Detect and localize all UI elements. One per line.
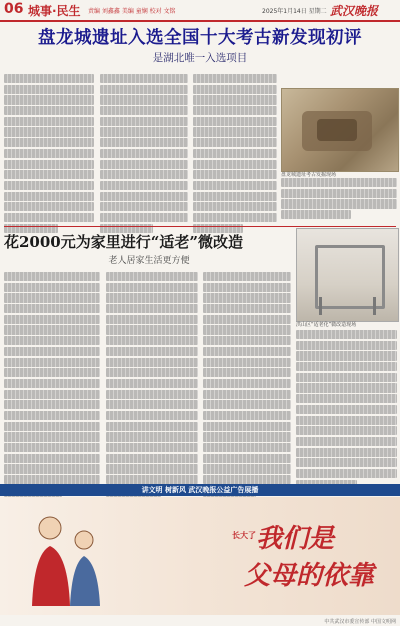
- section-divider: [4, 226, 396, 227]
- article1-photo-caption: 盘龙城遗址考古发掘现场: [281, 172, 337, 178]
- text-line: [296, 416, 397, 425]
- text-line: [100, 85, 188, 94]
- article2-column-1: [4, 272, 100, 507]
- text-line: [4, 315, 100, 324]
- article2-column-3: [203, 272, 291, 507]
- text-line: [4, 411, 100, 420]
- text-line: [4, 358, 100, 367]
- text-line: [193, 192, 277, 201]
- text-line: [296, 448, 397, 457]
- text-line: [296, 330, 397, 339]
- article2-subheadline: 老人居家生活更方便: [108, 256, 190, 266]
- text-line: [4, 181, 94, 190]
- text-line: [203, 379, 291, 388]
- text-line: [4, 272, 100, 281]
- text-line: [193, 117, 277, 126]
- text-line: [296, 437, 397, 446]
- text-line: [203, 358, 291, 367]
- text-line: [4, 464, 100, 473]
- text-line: [4, 74, 94, 83]
- article2-column-2: [106, 272, 198, 507]
- text-line: [106, 400, 198, 409]
- text-line: [296, 426, 397, 435]
- text-line: [4, 202, 94, 211]
- text-line: [4, 454, 100, 463]
- text-line: [4, 117, 94, 126]
- article1-subheadline: 是湖北唯一入选项目: [152, 52, 248, 64]
- ad-big-text-1: 我们是: [256, 524, 335, 554]
- text-line: [100, 160, 188, 169]
- text-line: [106, 422, 198, 431]
- text-line: [203, 390, 291, 399]
- text-line: [203, 347, 291, 356]
- text-line: [100, 95, 188, 104]
- text-line: [106, 347, 198, 356]
- text-line: [296, 458, 397, 467]
- text-line: [4, 95, 94, 104]
- text-line: [4, 379, 100, 388]
- text-line: [4, 304, 100, 313]
- article1-photo: [281, 88, 399, 172]
- text-line: [100, 138, 188, 147]
- text-line: [203, 368, 291, 377]
- text-line: [203, 336, 291, 345]
- text-line: [281, 189, 397, 198]
- article1-headline: 盘龙城遗址入选全国十大考古新发现初评: [38, 28, 362, 48]
- text-line: [106, 464, 198, 473]
- text-line: [4, 283, 100, 292]
- text-line: [106, 336, 198, 345]
- text-line: [4, 127, 94, 136]
- text-line: [106, 283, 198, 292]
- newspaper-logo: 武汉晚报: [330, 4, 379, 18]
- text-line: [203, 400, 291, 409]
- text-line: [4, 443, 100, 452]
- text-line: [4, 422, 100, 431]
- text-line: [100, 106, 188, 115]
- article2-photo: [296, 228, 399, 322]
- text-line: [296, 341, 397, 350]
- article1-column-3: [193, 74, 277, 234]
- text-line: [106, 443, 198, 452]
- text-line: [193, 127, 277, 136]
- text-line: [193, 181, 277, 190]
- text-line: [203, 475, 291, 484]
- ad-illustration: [10, 506, 120, 606]
- text-line: [203, 443, 291, 452]
- text-line: [296, 351, 397, 360]
- text-line: [4, 475, 100, 484]
- text-line: [296, 394, 397, 403]
- text-line: [296, 405, 397, 414]
- text-line: [106, 454, 198, 463]
- text-line: [203, 432, 291, 441]
- text-line: [4, 293, 100, 302]
- text-line: [106, 390, 198, 399]
- text-line: [193, 160, 277, 169]
- text-line: [4, 390, 100, 399]
- text-line: [203, 272, 291, 281]
- ad-big-text-2: 父母的依靠: [244, 561, 375, 591]
- text-line: [4, 336, 100, 345]
- text-line: [4, 400, 100, 409]
- article2-photo-caption: 洪山区“适老化”微改造现场: [296, 322, 357, 328]
- text-line: [203, 464, 291, 473]
- text-line: [296, 362, 397, 371]
- text-line: [100, 127, 188, 136]
- issue-date: 2025年1月14日 星期二: [262, 8, 327, 15]
- text-line: [106, 358, 198, 367]
- text-line: [4, 213, 94, 222]
- text-line: [281, 210, 351, 219]
- article1-column-4: [281, 178, 397, 221]
- text-line: [106, 325, 198, 334]
- text-line: [193, 170, 277, 179]
- section-title: 城事·民生: [28, 4, 81, 18]
- text-line: [106, 411, 198, 420]
- text-line: [203, 411, 291, 420]
- text-line: [203, 454, 291, 463]
- article2-column-4: [296, 330, 397, 490]
- text-line: [106, 379, 198, 388]
- text-line: [4, 192, 94, 201]
- text-line: [203, 315, 291, 324]
- text-line: [106, 272, 198, 281]
- text-line: [100, 74, 188, 83]
- text-line: [106, 304, 198, 313]
- text-line: [193, 213, 277, 222]
- text-line: [296, 383, 397, 392]
- text-line: [100, 213, 188, 222]
- text-line: [203, 304, 291, 313]
- ad-small-text: 长大了: [232, 531, 256, 540]
- text-line: [296, 469, 397, 478]
- text-line: [106, 293, 198, 302]
- text-line: [296, 373, 397, 382]
- text-line: [4, 170, 94, 179]
- text-line: [106, 475, 198, 484]
- text-line: [100, 117, 188, 126]
- text-line: [100, 192, 188, 201]
- text-line: [193, 85, 277, 94]
- text-line: [203, 293, 291, 302]
- text-line: [4, 149, 94, 158]
- text-line: [100, 202, 188, 211]
- text-line: [4, 325, 100, 334]
- article1-column-1: [4, 74, 94, 234]
- footer-credit: 中共武汉市委宣传部 中国文明网: [324, 619, 396, 625]
- text-line: [4, 85, 94, 94]
- text-line: [4, 368, 100, 377]
- text-line: [106, 315, 198, 324]
- text-line: [281, 178, 397, 187]
- text-line: [193, 149, 277, 158]
- text-line: [203, 325, 291, 334]
- text-line: [203, 283, 291, 292]
- text-line: [4, 432, 100, 441]
- text-line: [193, 138, 277, 147]
- text-line: [100, 181, 188, 190]
- text-line: [203, 422, 291, 431]
- editor-credits: 责编 刘鑫鑫 美编 童娴 校对 文铭: [88, 8, 176, 15]
- text-line: [4, 106, 94, 115]
- page-footer: [0, 616, 400, 626]
- page-number: 06: [4, 1, 24, 17]
- article1-column-2: [100, 74, 188, 234]
- text-line: [281, 199, 397, 208]
- text-line: [106, 432, 198, 441]
- text-line: [106, 368, 198, 377]
- ad-banner-text: 讲文明 树新风 武汉晚报公益广告展播: [141, 486, 259, 494]
- text-line: [193, 106, 277, 115]
- text-line: [193, 202, 277, 211]
- article2-headline: 花2000元为家里进行“适老”微改造: [4, 233, 244, 251]
- text-line: [193, 95, 277, 104]
- text-line: [100, 149, 188, 158]
- text-line: [4, 160, 94, 169]
- text-line: [4, 347, 100, 356]
- text-line: [100, 170, 188, 179]
- text-line: [193, 74, 277, 83]
- text-line: [4, 138, 94, 147]
